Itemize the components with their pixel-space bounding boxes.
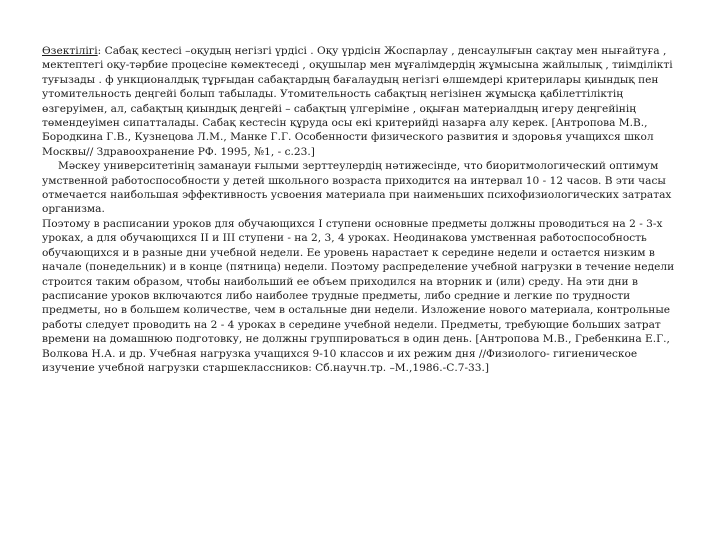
paragraph-biorhythm bbox=[42, 159, 684, 217]
section-heading: Өзектілігі bbox=[42, 45, 98, 57]
document-page bbox=[42, 44, 684, 375]
paragraph-text: Поэтому в расписании уроков для обучающихся I ступени основные предметы должны проводиться на 2 - 3-х уроках, а для обучающихся II и III ступени - на 2, 3, 4 уроках. Неодинакова умственная работоспособность обучающихся и в разные дни учебной недели. Ее уровень нарастает к середине недели и остается низким в начале (понедельник) и в конце (пятница) недели. Поэтому распределение учебной нагрузки в течение недели строится таким образом, чтобы наибольший ее объем приходился на вторник и (или) среду. На эти дни в расписание уроков включаются либо наиболее трудные предметы, либо средние и легкие по трудности предметы, но в большем количестве, чем в остальные дни недели. Изложение нового материала, контрольные работы следует проводить на 2 - 4 уроках в середине учебной недели. Предметы, требующие больших затрат времени на домашнюю подготовку, не должны группироваться в один день. [Антропова М.В., Гребенкина Е.Г., Волкова Н.А. и др. Учебная нагрузка учащихся 9-10 классов и их режим дня //Физиолого- гигиеническое изучение учебной нагрузки старшеклассников: Сб.научн.тр. –М.,1986.-С.7-33.] bbox=[42, 217, 675, 374]
paragraph-relevance bbox=[42, 44, 684, 159]
paragraph-schedule bbox=[42, 217, 684, 375]
paragraph-text: Мәскеу университетінің заманауи ғылыми зерттеулердің нәтижесінде, что биоритмологический оптимум умственной работоспособности у детей школьного возраста приходится на интервал 10 - 12 часов. В эти часы отмечается наибольшая эффективность усвоения материала при наименьших психофизиологических затратах организма. bbox=[42, 160, 672, 216]
paragraph-text: : Сабақ кестесі –оқудың негізгі үрдісі . Оқу үрдісін Жоспарлау , денсаулығын сақтау мен нығайтуға , мектептегі оқу-тәрбие процесіне көмектеседі , оқушылар мен мұғалімдердің жұмысына жайлылық , тиімділікті туғызады . ф ункционалдық тұрғыдан сабақтардың бағалаудың негізгі өлшемдері критерилары қиындық пен утомительность деңгейі болып табылады. Утомительность сабақтың негізінен жұмысқа қабілеттіліктің өзгеруімен, ал, сабақтың қиындық деңгейі – сабақтың үлгеріміне , оқыған материалдың игеру деңгейінің төмендеуімен сипатталады. Сабақ кестесін құруда осы екі критерийді назарға алу керек. [Антропова М.В., Бородкина Г.В., Кузнецова Л.М., Манке Г.Г. Особенности физического развития и здоровья учащихся школ Москвы// Здравоохранение РФ. 1995, №1, - с.23.] bbox=[42, 45, 673, 158]
